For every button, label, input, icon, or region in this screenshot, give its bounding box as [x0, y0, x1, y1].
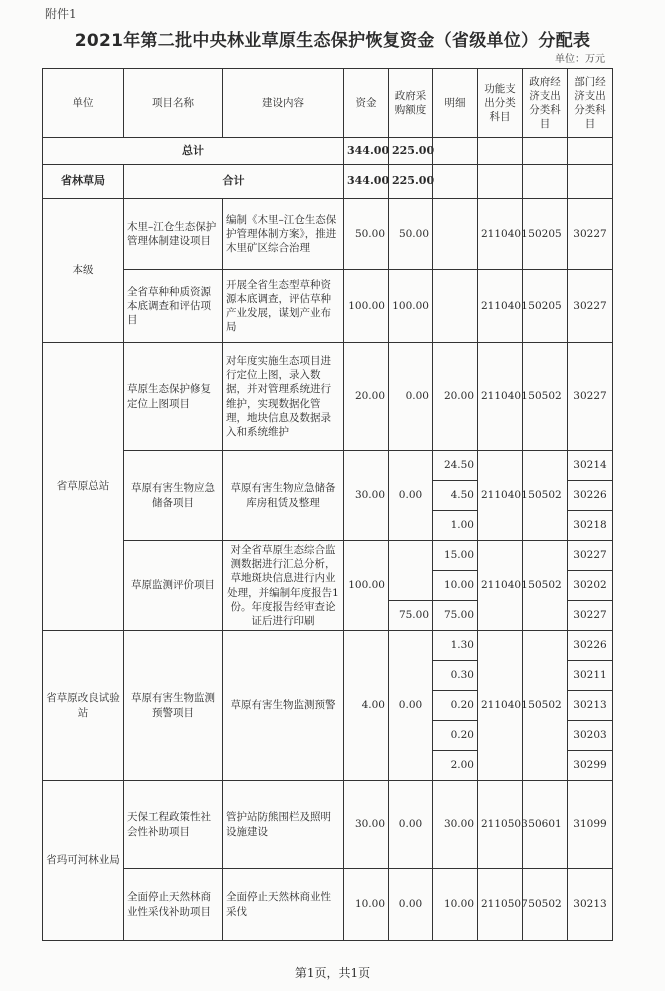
- procure: 0.00: [389, 869, 433, 941]
- dept-code: 30226: [568, 631, 613, 661]
- table-row: [43, 631, 613, 661]
- table-row: [43, 199, 613, 270]
- dept-code: 30299: [568, 751, 613, 781]
- header-cell: 功能支出分类科目: [478, 69, 523, 138]
- project-name: 草原有害生物应急储备项目: [124, 451, 223, 541]
- detail-amount: [433, 270, 478, 343]
- fund: 30.00: [344, 451, 389, 541]
- project-content: 对全省草原生态综合监测数据进行汇总分析，草地斑块信息进行内业处理，并编制年度报告1份。年度报告经审查论证后进行印刷: [223, 541, 344, 631]
- bureau-row: [43, 165, 613, 199]
- detail-amount: 2.00: [433, 751, 478, 781]
- func-code: 2110401: [478, 451, 523, 541]
- detail-amount: 10.00: [433, 869, 478, 941]
- func-code: 2110401: [478, 541, 523, 631]
- procure: 0.00: [389, 781, 433, 869]
- header-cell: 资金: [344, 69, 389, 138]
- fund: 30.00: [344, 781, 389, 869]
- project-name: 草原有害生物监测预警项目: [124, 631, 223, 781]
- header-cell: 政府采购额度: [389, 69, 433, 138]
- gov-code: 50502: [523, 631, 568, 781]
- procure: 50.00: [389, 199, 433, 270]
- bureau-label: 合计: [124, 165, 344, 199]
- unit-cell: 省草原总站: [43, 343, 124, 631]
- procure: 75.00: [389, 601, 433, 631]
- project-content: 管护站防熊围栏及照明设施建设: [223, 781, 344, 869]
- dept-code: 30226: [568, 481, 613, 511]
- procure: 100.00: [389, 270, 433, 343]
- func-code: 2110503: [478, 781, 523, 869]
- detail-amount: 30.00: [433, 781, 478, 869]
- fund: 4.00: [344, 631, 389, 781]
- dept-code: 30211: [568, 661, 613, 691]
- table-row: [43, 541, 613, 571]
- unit-label: 单位：万元: [555, 54, 605, 65]
- fund: 50.00: [344, 199, 389, 270]
- detail-amount: [433, 199, 478, 270]
- project-content: 全面停止天然林商业性采伐: [223, 869, 344, 941]
- detail-amount: 24.50: [433, 451, 478, 481]
- dept-code: 30213: [568, 869, 613, 941]
- project-content: 草原有害生物应急储备库房租赁及整理: [223, 451, 344, 541]
- project-content: 编制《木里–江仓生态保护管理体制方案》，推进木里矿区综合治理: [223, 199, 344, 270]
- dept-code: 30218: [568, 511, 613, 541]
- project-content: 开展全省生态型草种资源本底调查，评估草种产业发展，谋划产业布局: [223, 270, 344, 343]
- detail-amount: 75.00: [433, 601, 478, 631]
- func-code: 2110401: [478, 631, 523, 781]
- page-footer: 第1页，共1页: [294, 966, 371, 980]
- header-cell: 明细: [433, 69, 478, 138]
- dept-code: 30213: [568, 691, 613, 721]
- project-name: 全省草种种质资源本底调查和评估项目: [124, 270, 223, 343]
- total-label: 总计: [43, 138, 344, 165]
- dept-code: 30227: [568, 270, 613, 343]
- fund: 10.00: [344, 869, 389, 941]
- header-cell: 建设内容: [223, 69, 344, 138]
- project-name: 全面停止天然林商业性采伐补助项目: [124, 869, 223, 941]
- table-row: [43, 869, 613, 941]
- total-row: [43, 138, 613, 165]
- func-code: 2110507: [478, 869, 523, 941]
- func-code: 2110401: [478, 343, 523, 451]
- header-cell: 项目名称: [124, 69, 223, 138]
- project-name: 草原生态保护修复定位上图项目: [124, 343, 223, 451]
- gov-code: 50601: [523, 781, 568, 869]
- header-cell: 单位: [43, 69, 124, 138]
- detail-amount: 1.00: [433, 511, 478, 541]
- dept-code: 30214: [568, 451, 613, 481]
- table-row: [43, 270, 613, 343]
- detail-amount: 10.00: [433, 571, 478, 601]
- gov-code: 50502: [523, 451, 568, 541]
- gov-code: 50502: [523, 343, 568, 451]
- allocation-table: [42, 68, 613, 941]
- detail-amount: 15.00: [433, 541, 478, 571]
- gov-code: 50502: [523, 541, 568, 631]
- total-procure: 225.00: [389, 138, 433, 165]
- total-fund: 344.00: [344, 138, 389, 165]
- unit-cell: 本级: [43, 199, 124, 343]
- dept-code: 30202: [568, 571, 613, 601]
- project-name: 天保工程政策性社会性补助项目: [124, 781, 223, 869]
- project-content: 对年度实施生态项目进行定位上图，录入数据，并对管理系统进行维护，实现数据化管理，地块信息及数据录入和系统维护: [223, 343, 344, 451]
- detail-amount: 20.00: [433, 343, 478, 451]
- detail-amount: 0.30: [433, 661, 478, 691]
- table-row: [43, 781, 613, 869]
- header-cell: 部门经济支出分类科目: [568, 69, 613, 138]
- bureau-unit: 省林草局: [43, 165, 124, 199]
- dept-code: 30227: [568, 541, 613, 571]
- project-name: 草原监测评价项目: [124, 541, 223, 631]
- detail-amount: 0.20: [433, 691, 478, 721]
- func-code: 2110401: [478, 199, 523, 270]
- dept-code: 30227: [568, 601, 613, 631]
- table-row: [43, 451, 613, 481]
- header-cell: 政府经济支出分类科目: [523, 69, 568, 138]
- procure: 0.00: [389, 631, 433, 781]
- dept-code: 30203: [568, 721, 613, 751]
- detail-amount: 0.20: [433, 721, 478, 751]
- unit-cell: 省玛可河林业局: [43, 781, 124, 941]
- dept-code: 30227: [568, 343, 613, 451]
- procure: 0.00: [389, 343, 433, 451]
- unit-cell: 省草原改良试验站: [43, 631, 124, 781]
- bureau-procure: 225.00: [389, 165, 433, 199]
- project-name: 木里–江仓生态保护管理体制建设项目: [124, 199, 223, 270]
- procure: 0.00: [389, 451, 433, 541]
- fund: 100.00: [344, 541, 389, 631]
- detail-amount: 4.50: [433, 481, 478, 511]
- project-content: 草原有害生物监测预警: [223, 631, 344, 781]
- gov-code: 50205: [523, 199, 568, 270]
- func-code: 2110401: [478, 270, 523, 343]
- fund: 100.00: [344, 270, 389, 343]
- fund: 20.00: [344, 343, 389, 451]
- gov-code: 50502: [523, 869, 568, 941]
- detail-amount: 1.30: [433, 631, 478, 661]
- table-row: [43, 343, 613, 451]
- header-row: [43, 69, 613, 138]
- page-title: 2021年第二批中央林业草原生态保护恢复资金（省级单位）分配表: [74, 31, 591, 51]
- gov-code: 50205: [523, 270, 568, 343]
- bureau-fund: 344.00: [344, 165, 389, 199]
- dept-code: 31099: [568, 781, 613, 869]
- dept-code: 30227: [568, 199, 613, 270]
- attachment-label: 附件1: [45, 7, 77, 21]
